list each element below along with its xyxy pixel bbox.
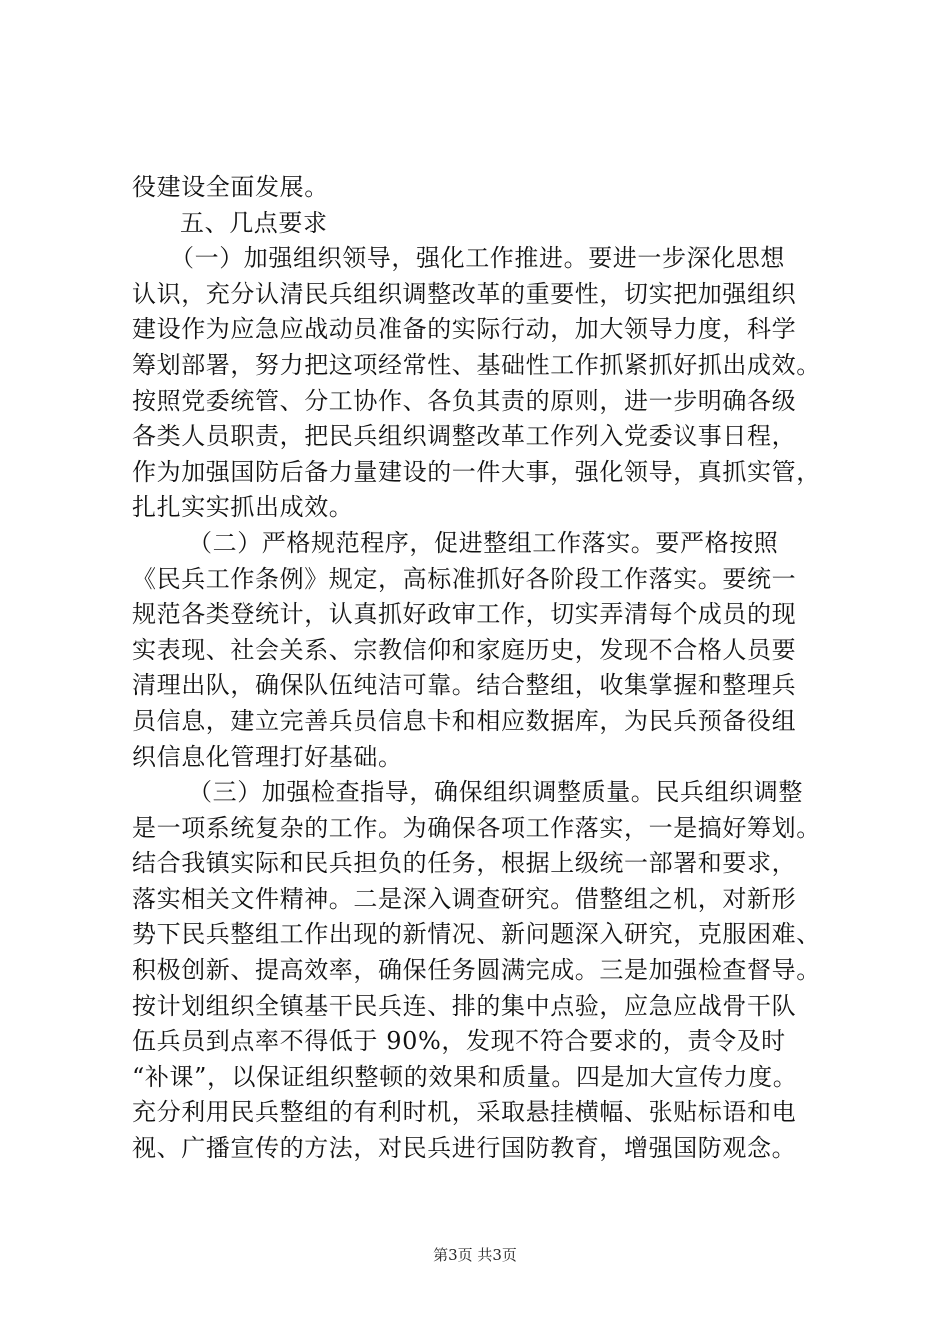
text-line: 认识，充分认清民兵组织调整改革的重要性，切实把加强组织 (132, 279, 797, 308)
page-footer: 第3页 共3页 (433, 1246, 517, 1264)
text-line: 按计划组织全镇基干民兵连、排的集中点验，应急应战骨干队 (132, 991, 797, 1020)
text-line: 五、几点要求 (180, 208, 328, 237)
text-line: 按照党委统管、分工协作、各负其责的原则，进一步明确各级 (132, 386, 797, 415)
text-line: 作为加强国防后备力量建设的一件大事，强化领导，真抓实管， (132, 457, 821, 486)
text-line: 《民兵工作条例》规定，高标准抓好各阶段工作落实。要统一 (132, 564, 797, 593)
text-line: 视、广播宣传的方法，对民兵进行国防教育，增强国防观念。 (132, 1134, 797, 1163)
text-line: 落实相关文件精神。二是深入调查研究。借整组之机，对新形 (132, 884, 797, 913)
text-line: 充分利用民兵整组的有利时机，采取悬挂横幅、张贴标语和电 (132, 1098, 797, 1127)
text-line: 清理出队，确保队伍纯洁可靠。结合整组，收集掌握和整理兵 (132, 671, 797, 700)
text-line: （三）加强检查指导，确保组织调整质量。民兵组织调整 (188, 778, 803, 807)
text-line: 伍兵员到点率不得低于 90%，发现不符合要求的，责令及时 (132, 1027, 786, 1056)
text-line: 役建设全面发展。 (132, 173, 329, 201)
text-line: 实表现、社会关系、宗教信仰和家庭历史，发现不合格人员要 (132, 635, 797, 664)
text-line: 织信息化管理打好基础。 (132, 742, 403, 771)
text-line: 员信息，建立完善兵员信息卡和相应数据库，为民兵预备役组 (132, 706, 797, 735)
text-line: 是一项系统复杂的工作。为确保各项工作落实，一是搞好筹划。 (132, 813, 821, 842)
document-body (132, 170, 832, 1167)
text-line: 建设作为应急应战动员准备的实际行动，加大领导力度，科学 (132, 315, 797, 344)
text-line: 各类人员职责，把民兵组织调整改革工作列入党委议事日程， (132, 422, 797, 451)
text-line: 规范各类登统计，认真抓好政审工作，切实弄清每个成员的现 (132, 600, 797, 629)
text-line: 扎扎实实抓出成效。 (132, 493, 354, 522)
text-line: “补课”，以保证组织整顿的效果和质量。四是加大宣传力度。 (132, 1062, 798, 1091)
text-line: （二）严格规范程序，促进整组工作落实。要严格按照 (188, 528, 779, 557)
text-line: 筹划部署，努力把这项经常性、基础性工作抓紧抓好抓出成效。 (132, 350, 821, 379)
text-line: 积极创新、提高效率，确保任务圆满完成。三是加强检查督导。 (132, 956, 821, 985)
text-line: （一）加强组织领导，强化工作推进。要进一步深化思想 (170, 244, 785, 273)
text-line: 势下民兵整组工作出现的新情况、新问题深入研究，克服困难、 (132, 920, 821, 949)
text-line: 结合我镇实际和民兵担负的任务，根据上级统一部署和要求， (132, 849, 797, 878)
